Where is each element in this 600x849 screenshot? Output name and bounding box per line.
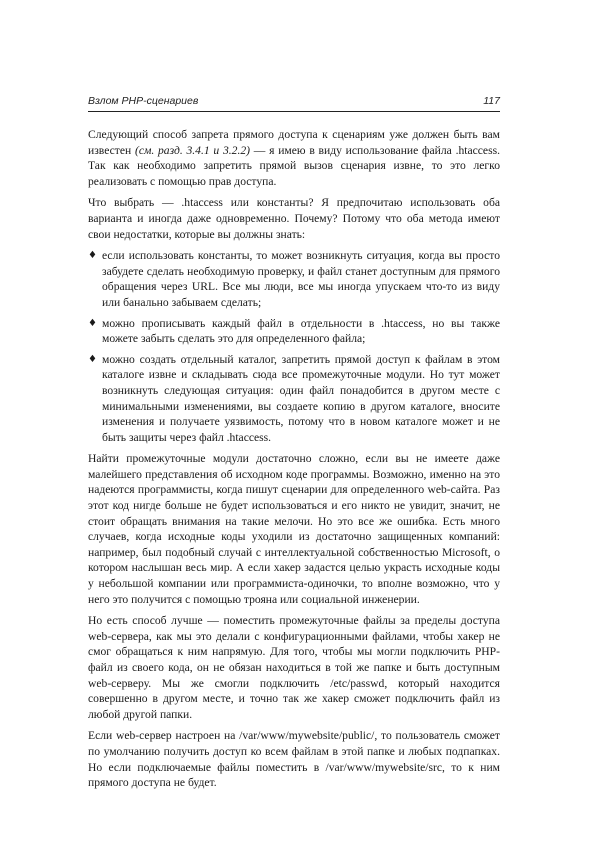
diamond-bullet-icon: ♦ bbox=[88, 353, 97, 365]
list-item bbox=[88, 352, 500, 446]
paragraph-1-start: Следующий способ запрета прямого доступа к сценариям уже должен быть вам известен bbox=[88, 128, 500, 157]
running-header bbox=[88, 93, 500, 112]
section-reference: (см. разд. 3.4.1 и 3.2.2) bbox=[134, 143, 251, 157]
paragraph-5: Если web-сервер настроен на /var/www/mywebsite/public/, то пользователь сможет по умолчанию получить доступ ко всем файлам в этой папке и любых подпапках. Но если подключаемые файлы поместить в /var/www/mywebsite/src, то к ним прямого доступа не будет. bbox=[88, 729, 500, 790]
list-item-text: можно прописывать каждый файл в отдельности в .htaccess, но вы также можете забыть сделать это для определенного файла; bbox=[102, 316, 500, 346]
diamond-bullet-icon: ♦ bbox=[88, 317, 97, 329]
bullet-list bbox=[88, 248, 500, 445]
running-header-title: Взлом PHP-сценариев bbox=[88, 95, 199, 107]
paragraph-1-end: — я имею в виду использование файла .htaccess. Так как необходимо запретить прямой вызов сценария извне, то это легко реализовать с помощью прав доступа. bbox=[88, 143, 500, 188]
list-item bbox=[88, 316, 500, 347]
diamond-bullet-icon: ♦ bbox=[88, 250, 97, 262]
page-body bbox=[88, 127, 500, 797]
list-item bbox=[88, 248, 500, 310]
paragraph-1 bbox=[88, 127, 500, 189]
paragraph-3: Найти промежуточные модули достаточно сложно, если вы не имеете даже малейшего представления об исходном коде программы. Возможно, именно на это надеются программисты, когда пишут сценарии для определенного web-сайта. Раз этот код нигде больше не будет использоваться и его никто не увидит, значит, не стоит обращать внимания на такие мелочи. Но это все же ошибка. Есть много случаев, когда исходные коды уходили из достаточно защищенных компаний: например, был подобный случай с интеллектуальной собственностью Microsoft, о котором наслышан весь мир. А если хакер задастся целью украсть исходные коды у небольшой компании или программиста-одиночки, то вполне возможно, что у него это получится с помощью трояна или социальной инженерии. bbox=[88, 452, 500, 606]
page-number: 117 bbox=[483, 95, 500, 107]
list-item-text: если использовать константы, то может возникнуть ситуация, когда вы просто забудете сделать необходимую проверку, и файл станет доступным для прямого обращения через URL. Все мы люди, все мы иногда упускаем что-то из виду или банально забываем сделать; bbox=[102, 249, 500, 309]
list-item-text: можно создать отдельный каталог, запретить прямой доступ к файлам в этом каталоге извне и складывать сюда все промежуточные модули. Но тут может возникнуть следующая ситуация: один файл понадобится в другом месте с минимальными изменениями, вы создаете копию в другом каталоге, вносите изменения и получаете уязвимость, потому что в новом каталоге может и не быть защиты через файл .htaccess. bbox=[102, 352, 500, 444]
paragraph-4: Но есть способ лучше — поместить промежуточные файлы за пределы доступа web-сервера, как мы это делали с конфигурационными файлами, чтобы хакер не смог обращаться к ним напрямую. Для того, чтобы мы могли подключить PHP-файл из своего кода, он не обязан находиться в той же папке и быть доступным web-серверу. Мы же смогли подключить /etc/passwd, который находится совершенно в другом месте, и точно так же хакер сможет подключить файл из любой другой папки. bbox=[88, 614, 500, 721]
paragraph-2: Что выбрать — .htaccess или константы? Я предпочитаю использовать оба варианта и иногда даже одновременно. Почему? Потому что оба метода имеют свои недостатки, которые вы должны знать: bbox=[88, 196, 500, 241]
